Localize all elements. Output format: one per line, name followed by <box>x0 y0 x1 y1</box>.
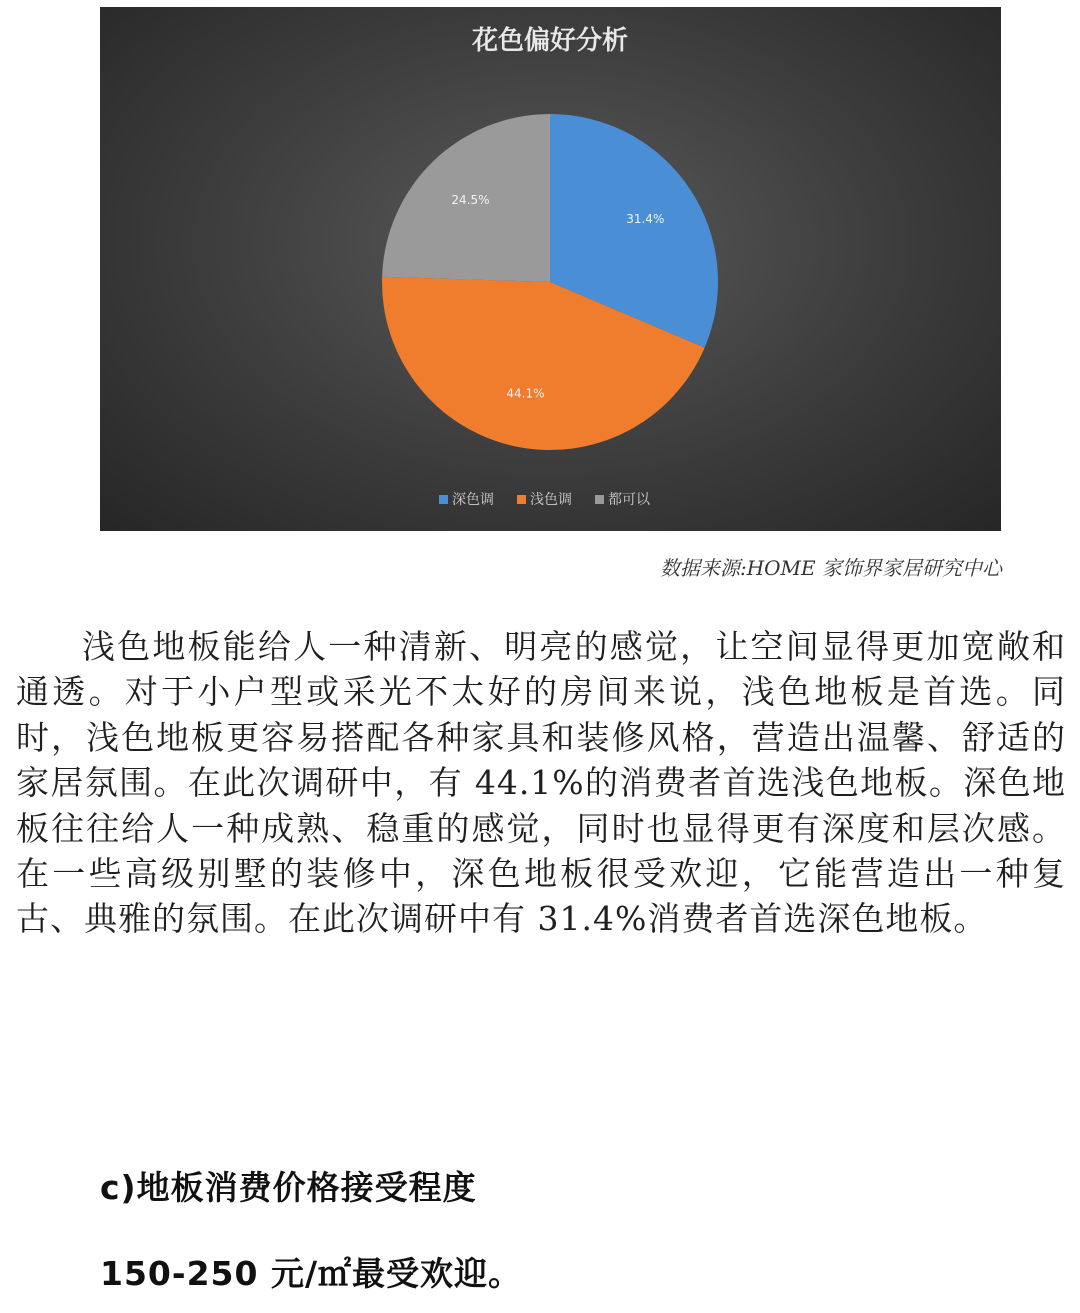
pie-chart <box>100 7 1001 531</box>
price-highlight-line: 150-250 元/㎡最受欢迎。 <box>100 1254 523 1293</box>
pie-slices <box>382 114 718 450</box>
legend-label-2: 浅色调 <box>530 492 572 508</box>
chart-legend <box>439 491 651 508</box>
pie-slice-label-3: 24.5% <box>451 192 490 207</box>
legend-swatch-1 <box>439 495 448 504</box>
legend-label-3: 都可以 <box>608 492 650 508</box>
chart-title: 花色偏好分析 <box>471 26 629 56</box>
legend-label-1: 深色调 <box>452 492 494 508</box>
pie-slice-label-1: 31.4% <box>626 211 665 226</box>
data-source-note: 数据来源:HOME 家饰界家居研究中心 <box>659 556 1002 580</box>
body-paragraph: 浅色地板能给人一种清新、明亮的感觉，让空间显得更加宽敞和通透。对于小户型或采光不太好的房间来说，浅色地板是首选。同时，浅色地板更容易搭配各种家具和装修风格，营造出温馨、舒适的家居氛围。在此次调研中，有 44.1%的消费者首选浅色地板。深色地板往往给人一种成熟、稳重的感觉，同时也显得更有深度和层次感。在一些高级别墅的装修中，深色地板很受欢迎，它能营造出一种复古、典雅的氛围。在此次调研中有 31.4%消费者首选深色地板。 <box>16 627 1066 939</box>
legend-swatch-3 <box>595 495 604 504</box>
pie-chart-panel <box>100 7 1001 531</box>
pie-slice-label-2: 44.1% <box>506 386 545 401</box>
legend-swatch-2 <box>517 495 526 504</box>
section-heading: c)地板消费价格接受程度 <box>100 1168 477 1207</box>
